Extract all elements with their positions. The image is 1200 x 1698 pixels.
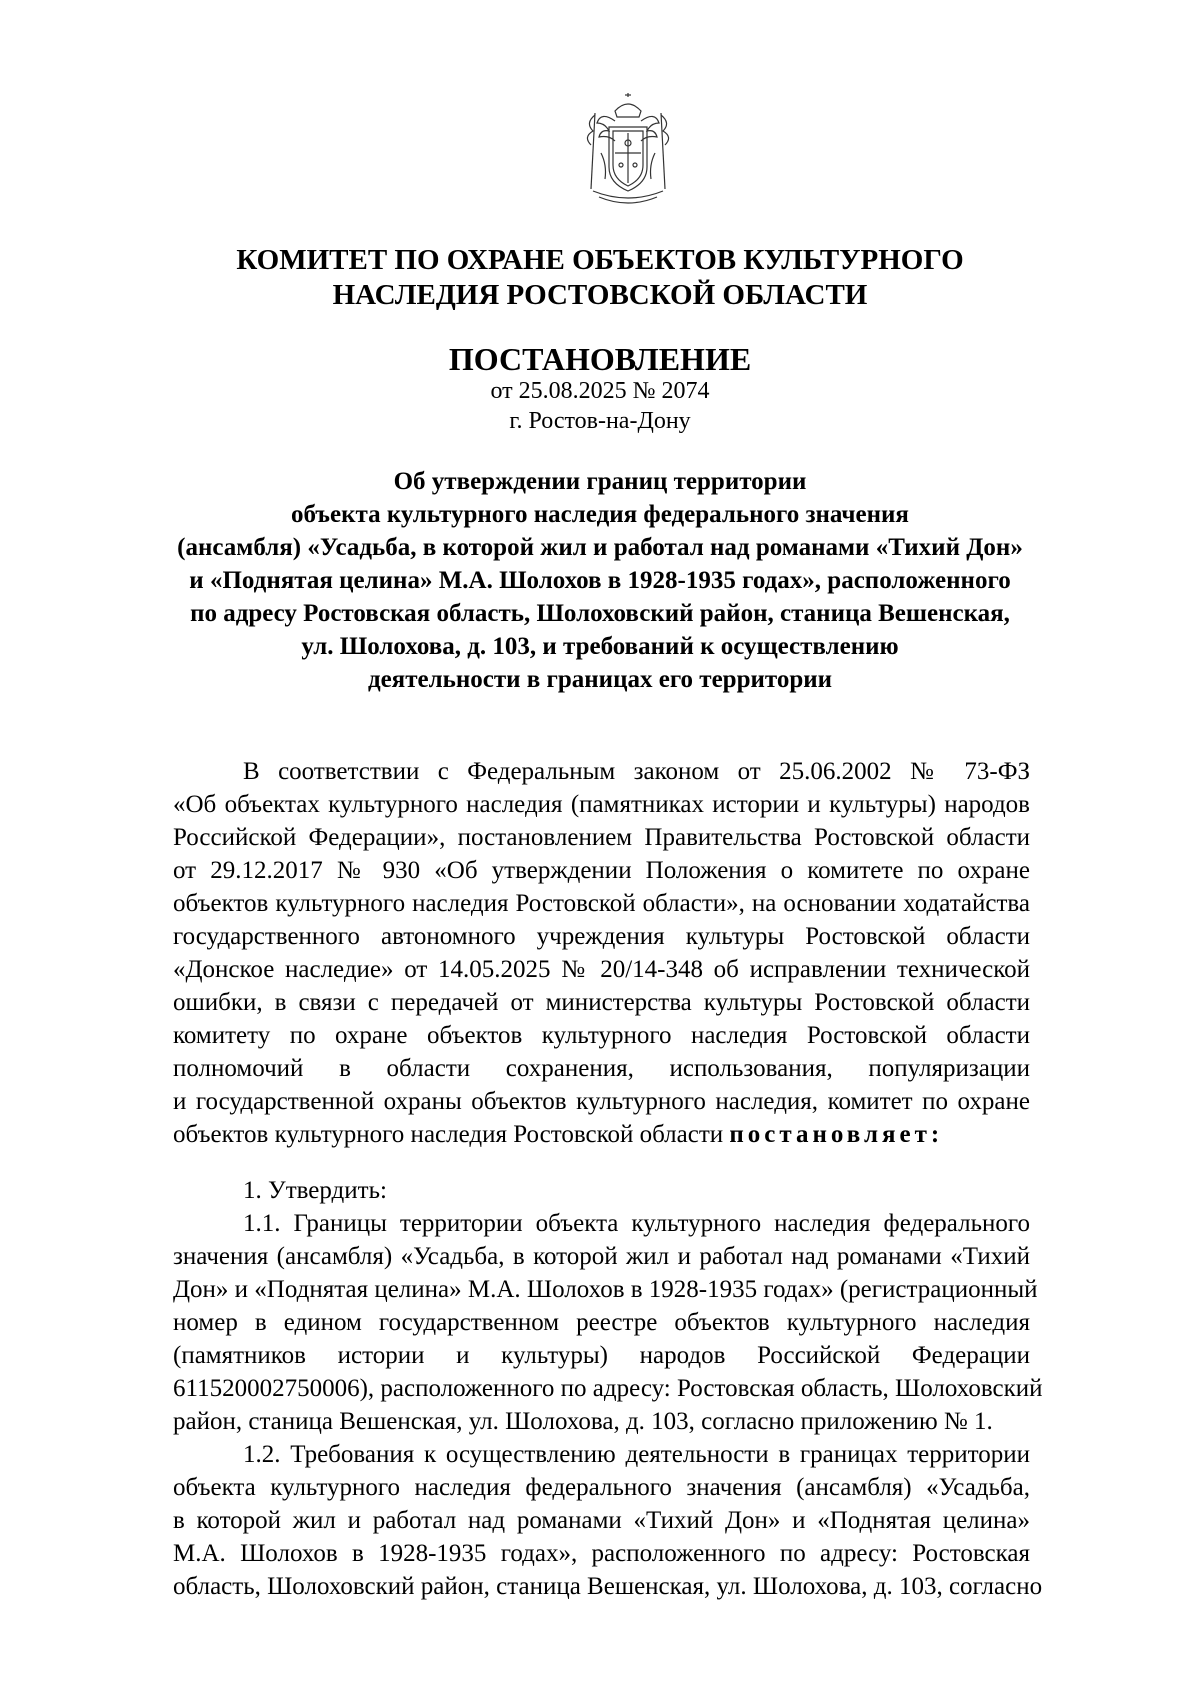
text-line: 1.2. Требования к осуществлению деятельности в границах территории: [243, 1441, 1030, 1468]
title-line: деятельности в границах его территории: [367, 666, 833, 693]
text-line: номер в едином государственном реестре объектов культурного наследия: [173, 1309, 1030, 1336]
text-line: значения (ансамбля) «Усадьба, в которой жил и работал над романами «Тихий: [173, 1243, 1030, 1270]
item-1-1: [173, 1207, 1043, 1438]
text-line: район, станица Вешенская, ул. Шолохова, д. 103, согласно приложению № 1.: [173, 1408, 993, 1435]
text-line: «Об объектах культурного наследия (памятниках истории и культуры) народов: [173, 791, 1030, 818]
text-line: область, Шолоховский район, станица Вешенская, ул. Шолохова, д. 103, согласно: [173, 1573, 1043, 1600]
text-line: объекта культурного наследия федерального значения (ансамбля) «Усадьба,: [173, 1474, 1030, 1501]
text-line: полномочий в области сохранения, использования, популяризации: [173, 1055, 1030, 1082]
text-fragment: объектов культурного наследия Ростовской области: [173, 1121, 730, 1148]
text-line: государственного автономного учреждения культуры Ростовской области: [173, 923, 1030, 950]
text-line: [173, 1118, 1030, 1151]
text-line: «Донское наследие» от 14.05.2025 № 20/14-348 об исправлении технической: [173, 956, 1030, 983]
text-line: 1. Утвердить:: [243, 1177, 387, 1204]
text-line: Дон» и «Поднятая целина» М.А. Шолохов в 1928-1935 годах» (регистрационный: [173, 1276, 1038, 1303]
item-1-2: [173, 1438, 1043, 1603]
text-line: от 29.12.2017 № 930 «Об утверждении Положения о комитете по охране: [173, 857, 1030, 884]
date-and-number: от 25.08.2025 № 2074: [490, 378, 710, 404]
committee-line-1: КОМИТЕТ ПО ОХРАНЕ ОБЪЕКТОВ КУЛЬТУРНОГО: [236, 244, 964, 276]
text-line: 611520002750006), расположенного по адресу: Ростовская область, Шолоховский: [173, 1375, 1043, 1402]
text-line: (памятников истории и культуры) народов Российской Федерации: [173, 1342, 1030, 1369]
coat-of-arms-emblem: [571, 93, 685, 208]
text-line: в которой жил и работал над романами «Тихий Дон» и «Поднятая целина»: [173, 1507, 1030, 1534]
text-line: комитету по охране объектов культурного наследия Ростовской области: [173, 1022, 1030, 1049]
text-line: и государственной охраны объектов культурного наследия, комитет по охране: [173, 1088, 1030, 1115]
item-1: [173, 1174, 1030, 1207]
title-line: по адресу Ростовская область, Шолоховский район, станица Вешенская,: [190, 600, 1010, 627]
title-line: (ансамбля) «Усадьба, в которой жил и работал над романами «Тихий Дон»: [177, 534, 1023, 561]
title-line: объекта культурного наследия федерального значения: [291, 501, 909, 528]
title-line: Об утверждении границ территории: [393, 468, 807, 495]
text-line: В соответствии с Федеральным законом от 25.06.2002 № 73-ФЗ: [243, 758, 1030, 785]
committee-line-2: НАСЛЕДИЯ РОСТОВСКОЙ ОБЛАСТИ: [332, 279, 868, 311]
title-line: и «Поднятая целина» М.А. Шолохов в 1928-1935 годах», расположенного: [189, 567, 1011, 594]
preamble-paragraph: [173, 755, 1030, 1151]
document-type: ПОСТАНОВЛЕНИЕ: [448, 341, 752, 377]
city: г. Ростов-на-Дону: [509, 408, 691, 434]
coat-of-arms-icon: [571, 93, 685, 208]
title-line: ул. Шолохова, д. 103, и требований к осуществлению: [301, 633, 899, 660]
document-title: [150, 465, 1050, 696]
text-line: 1.1. Границы территории объекта культурного наследия федерального: [243, 1210, 1030, 1237]
committee-name: [170, 243, 1030, 313]
text-line: М.А. Шолохов в 1928-1935 годах», расположенного по адресу: Ростовская: [173, 1540, 1030, 1567]
text-line: объектов культурного наследия Ростовской области», на основании ходатайства: [173, 890, 1030, 917]
text-line: Российской Федерации», постановлением Правительства Ростовской области: [173, 824, 1030, 851]
text-line: ошибки, в связи с передачей от министерства культуры Ростовской области: [173, 989, 1030, 1016]
resolves-word: постановляет:: [729, 1121, 944, 1148]
